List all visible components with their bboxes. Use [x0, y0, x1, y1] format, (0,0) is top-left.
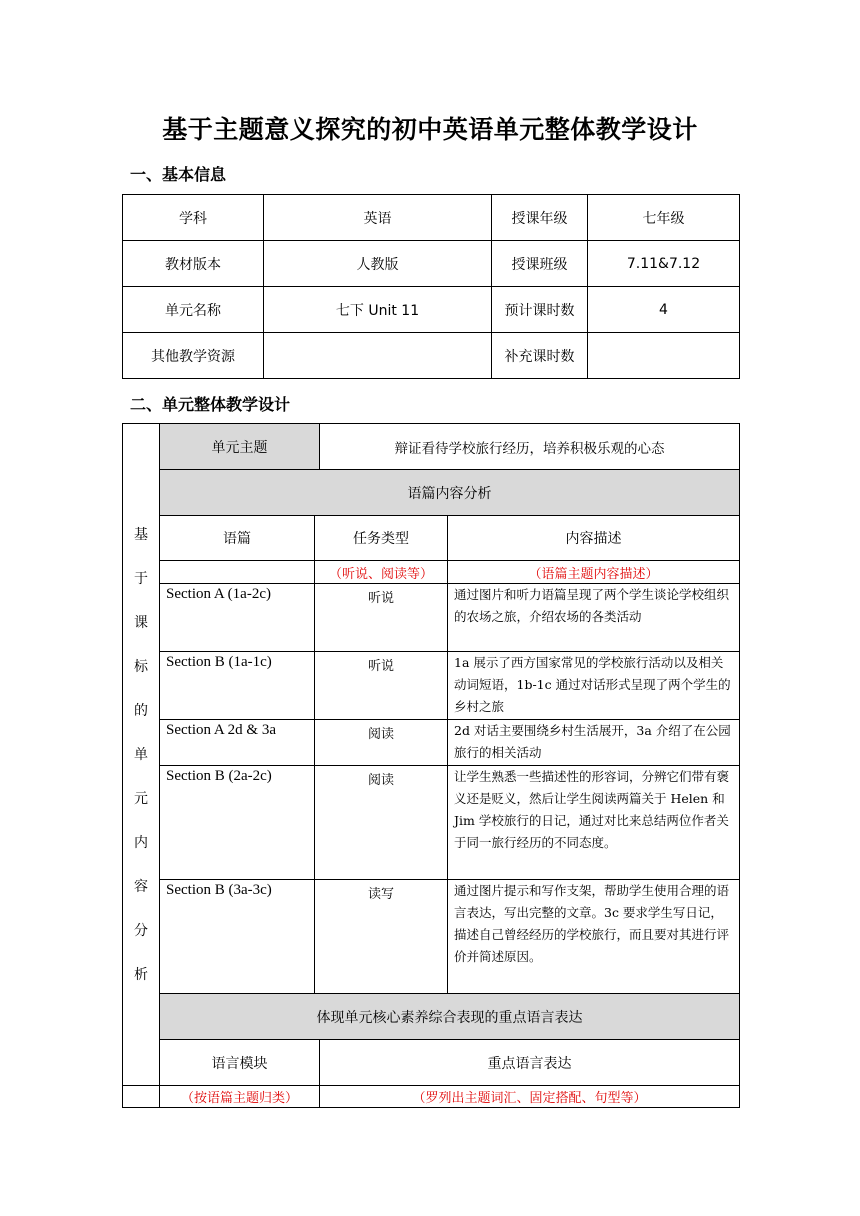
table-cell: 其他教学资源 [123, 333, 264, 379]
hint-key-expression: （罗列出主题词汇、固定搭配、句型等） [320, 1086, 740, 1108]
task-type: 听说 [315, 652, 448, 720]
table-row [123, 561, 740, 584]
content-desc: 通过图片提示和写作支架，帮助学生使用合理的语言表达，写出完整的文章。3c 要求学生写日记，描述自己曾经经历的学校旅行，而且要对其进行评价并简述原因。 [448, 880, 740, 994]
table-cell: 教材版本 [123, 241, 264, 287]
table-row [123, 766, 740, 880]
section-name: Section B (1a-1c) [160, 652, 315, 720]
column-header: 内容描述 [448, 516, 740, 561]
table-row [123, 516, 740, 561]
table-cell: 单元名称 [123, 287, 264, 333]
unit-design-table [122, 423, 740, 1108]
unit-theme-value: 辩证看待学校旅行经历，培养积极乐观的心态 [320, 424, 740, 470]
table-cell [160, 561, 315, 584]
table-row [123, 880, 740, 994]
table-cell: 人教版 [264, 241, 492, 287]
table-cell: 7.11&7.12 [588, 241, 740, 287]
content-desc: 让学生熟悉一些描述性的形容词，分辨它们带有褒义还是贬义，然后让学生阅读两篇关于 Helen 和 Jim 学校旅行的日记，通过对比来总结两位作者关于同一旅行经历的不同态度。 [448, 766, 740, 880]
table-cell: 授课班级 [492, 241, 588, 287]
table-cell: 学科 [123, 195, 264, 241]
content-desc: 通过图片和听力语篇呈现了两个学生谈论学校组织的农场之旅，介绍农场的各类活动 [448, 584, 740, 652]
hint-language-module: （按语篇主题归类） [160, 1086, 320, 1108]
table-row [123, 1040, 740, 1086]
table-cell: 英语 [264, 195, 492, 241]
table-cell [264, 333, 492, 379]
section-heading-unit-design: 二、单元整体教学设计 [130, 395, 291, 414]
table-cell: 预计课时数 [492, 287, 588, 333]
content-desc: 1a 展示了西方国家常见的学校旅行活动以及相关动词短语，1b-1c 通过对话形式呈现了两个学生的乡村之旅 [448, 652, 740, 720]
table-row [123, 720, 740, 766]
table-row [123, 424, 740, 470]
table-row [123, 652, 740, 720]
table-row [123, 287, 740, 333]
side-label: 基 于 课 标 的 单 元 内 容 分 析 [123, 424, 160, 1086]
section-name: Section B (2a-2c) [160, 766, 315, 880]
basic-info-table [122, 194, 740, 379]
task-type: 读写 [315, 880, 448, 994]
table-cell [588, 333, 740, 379]
table-row [123, 994, 740, 1040]
table-row [123, 195, 740, 241]
hint-content-desc: （语篇主题内容描述） [448, 561, 740, 584]
section-name: Section B (3a-3c) [160, 880, 315, 994]
table-row [123, 584, 740, 652]
column-header: 重点语言表达 [320, 1040, 740, 1086]
column-header: 任务类型 [315, 516, 448, 561]
task-type: 听说 [315, 584, 448, 652]
section-heading-basic-info: 一、基本信息 [130, 165, 227, 184]
task-type: 阅读 [315, 720, 448, 766]
table-row [123, 241, 740, 287]
content-desc: 2d 对话主要围绕乡村生活展开，3a 介绍了在公园旅行的相关活动 [448, 720, 740, 766]
table-row [123, 1086, 740, 1108]
column-header: 语言模块 [160, 1040, 320, 1086]
column-header: 语篇 [160, 516, 315, 561]
table-cell: 补充课时数 [492, 333, 588, 379]
table-cell: 七年级 [588, 195, 740, 241]
page-title: 基于主题意义探究的初中英语单元整体教学设计 [162, 115, 698, 144]
unit-theme-label: 单元主题 [160, 424, 320, 470]
section-name: Section A 2d & 3a [160, 720, 315, 766]
table-cell: 4 [588, 287, 740, 333]
expression-header: 体现单元核心素养综合表现的重点语言表达 [160, 994, 740, 1040]
section-name: Section A (1a-2c) [160, 584, 315, 652]
table-cell [123, 1086, 160, 1108]
table-row [123, 470, 740, 516]
analysis-header: 语篇内容分析 [160, 470, 740, 516]
task-type: 阅读 [315, 766, 448, 880]
hint-task-type: （听说、阅读等） [315, 561, 448, 584]
table-row [123, 333, 740, 379]
table-cell: 七下 Unit 11 [264, 287, 492, 333]
table-cell: 授课年级 [492, 195, 588, 241]
